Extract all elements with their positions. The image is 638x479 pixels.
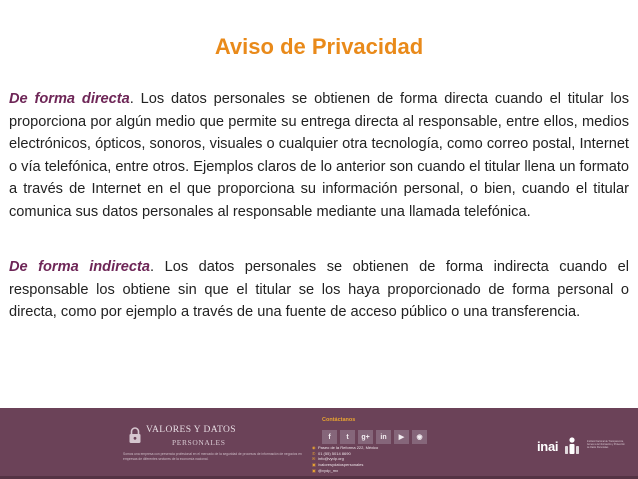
brand-description: Somos una empresa con presencia profesional en el mercado de la seguridad de procesos de información de negocios en empresas de diferentes sectores de la economía nacional.: [123, 452, 302, 461]
padlock-icon: [128, 426, 142, 444]
paragraph-lead: De forma directa: [9, 91, 130, 107]
inai-wordmark: inai: [537, 439, 559, 454]
inai-mark-icon: [564, 437, 580, 455]
twitter-icon[interactable]: t: [340, 430, 355, 444]
contact-list: [312, 445, 422, 473]
contact-text: 01 (55) 5014 8690: [318, 450, 351, 456]
youtube-icon[interactable]: ▶: [394, 430, 409, 444]
website-icon[interactable]: ◉: [412, 430, 427, 444]
contact-text: Paseo de la Reforma 222, México: [318, 445, 379, 451]
brand-subtitle: PERSONALES: [172, 438, 226, 447]
paragraph-text: . Los datos personales se obtienen de forma indirecta cuando el responsable los obtiene sin que el titular se los haya proporcionado de forma personal o directa, como por ejemplo a través de una fuente de acceso público o una transferencia.: [9, 259, 630, 321]
contact-title: Contáctanos: [322, 417, 356, 423]
brand-logo[interactable]: [128, 423, 238, 451]
linkedin-icon[interactable]: in: [376, 430, 391, 444]
contact-text: /valoresydatospersonales: [318, 462, 364, 468]
email-icon: ✉: [312, 456, 316, 462]
slide-title: Aviso de Privacidad: [214, 34, 424, 59]
paragraph-direct: [9, 88, 629, 224]
social-links: [322, 430, 427, 444]
google-plus-icon[interactable]: g+: [358, 430, 373, 444]
paragraph-lead: De forma indirecta: [9, 259, 151, 275]
inai-description: Instituto Nacional de Transparencia, Acceso a la Información y Protección de Datos Personales: [587, 441, 625, 449]
brand-name: VALORES Y DATOS: [146, 425, 236, 435]
contact-twitter[interactable]: [312, 467, 422, 473]
paragraph-indirect: [9, 256, 629, 324]
location-icon: ◉: [312, 445, 316, 451]
facebook-icon[interactable]: f: [322, 430, 337, 444]
contact-text: @vydp_mx: [318, 467, 339, 473]
footer-banner: [0, 408, 638, 479]
paragraph-text: . Los datos personales se obtienen de forma directa cuando el titular los proporciona por algún medio que permite su entrega directa al responsable, entre ellos, medios electrónicos, ópticos, sonoros, visuales o cualquier otra tecnología, como correo postal, Internet o vía telefónica, entre otros. Ejemplos claros de lo anterior son cuando el titular llena un formato a través de Internet en el que proporciona su información personal, o bien, cuando el titular comunica sus datos personales al responsable mediante una llamada telefónica.: [9, 91, 629, 220]
phone-icon: ✆: [312, 450, 316, 456]
twitter-icon: ▣: [312, 467, 316, 473]
linkedin-icon: ▣: [312, 462, 316, 468]
contact-text: info@vydp.org: [318, 456, 344, 462]
